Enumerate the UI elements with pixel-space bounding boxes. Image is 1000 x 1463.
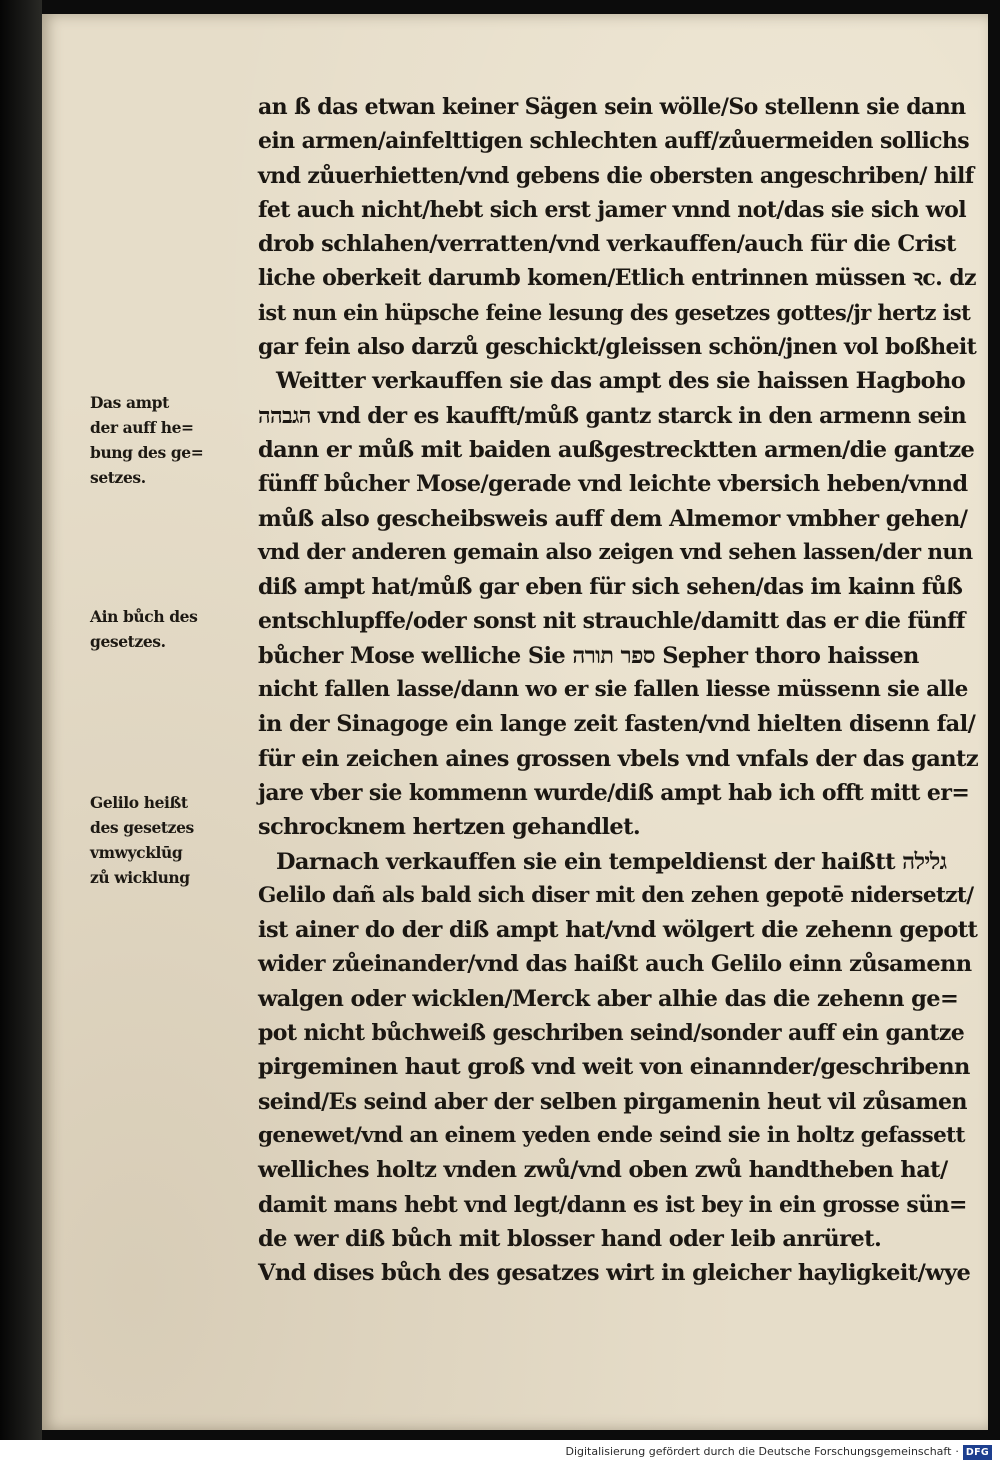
text-line: nicht fallen lasse/dann wo er sie fallen liesse müssenn sie alle [258, 677, 968, 703]
text-line: Vnd dises bůch des gesatzes wirt in gleicher hayligkeit/wye [258, 1260, 971, 1287]
text-line: drob schlahen/verratten/vnd verkauffen/auch für die Crist [258, 231, 956, 258]
margin-note-line: der auff he= [90, 418, 194, 437]
text-line: הגבהה vnd der es kaufft/můß gantz starck in den armenn sein [258, 402, 967, 429]
text-line: vnd der anderen gemain also zeigen vnd sehen lassen/der nun [258, 539, 973, 565]
text-line: fünff bůcher Mose/gerade vnd leichte vbersich heben/vnnd [258, 471, 968, 498]
margin-note-line: setzes. [90, 468, 146, 487]
margin-note-line: bung des ge= [90, 443, 204, 462]
text-line: můß also gescheibsweis auff dem Almemor vmbher gehen/ [258, 505, 968, 532]
margin-note-line: des gesetzes [90, 818, 194, 837]
text-line: jare vber sie kommenn wurde/diß ampt hab ich offt mitt er= [258, 779, 970, 806]
margin-note-line: zů wicklung [90, 868, 190, 887]
text-line: Gelilo dañ als bald sich diser mit den zehen gepotē nidersetzt/ [258, 882, 974, 908]
body-text [258, 90, 978, 1290]
text-line: pot nicht bůchweiß geschriben seind/sonder auff ein gantze [258, 1020, 965, 1047]
margin-note-line: gesetzes. [90, 632, 166, 651]
margin-note-buch [90, 604, 220, 654]
text-line: ist ainer do der diß ampt hat/vnd wölgert die zehenn gepott [258, 917, 978, 944]
text-line: liche oberkeit darumb komen/Etlich entrinnen müssen ꝛc. dz [258, 265, 976, 292]
text-line: pirgeminen haut groß vnd weit von einannder/geschribenn [258, 1054, 970, 1081]
text-line: an ß das etwan keiner Sägen sein wölle/So stellenn sie dann [258, 94, 966, 120]
margin-note-gelilo [90, 790, 220, 890]
margin-note-hebung [90, 390, 220, 490]
text-line: ist nun ein hüpsche feine lesung des gesetzes gottes/jr hertz ist [258, 299, 971, 325]
margin-note-line: Das ampt [90, 393, 169, 412]
text-line: wider zůeinander/vnd das haißt auch Gelilo einn zůsamenn [258, 951, 972, 978]
text-line: damit mans hebt vnd legt/dann es ist bey in ein grosse sün= [258, 1191, 967, 1218]
book-page [42, 14, 988, 1430]
book-spine-shadow [0, 0, 42, 1440]
footer-credit: Digitalisierung gefördert durch die Deutsche Forschungsgemeinschaft [565, 1445, 952, 1458]
text-line: entschlupffe/oder sonst nit strauchle/damitt das er die fünff [258, 608, 965, 635]
text-line: walgen oder wicklen/Merck aber alhie das die zehenn ge= [258, 985, 959, 1012]
margin-note-line: vmwycklūg [90, 843, 183, 862]
text-line: gar fein also darzů geschickt/gleissen schön/jnen vol boßheit [258, 334, 977, 361]
text-line: seind/Es seind aber der selben pirgamenin heut vil zůsamen [258, 1088, 967, 1115]
digitization-footer [565, 1441, 992, 1463]
text-line: schrocknem hertzen gehandlet. [258, 814, 641, 841]
margin-note-line: Gelilo heißt [90, 793, 188, 812]
text-line: fet auch nicht/hebt sich erst jamer vnnd not/das sie sich wol [258, 196, 966, 223]
text-line: diß ampt hat/můß gar eben für sich sehen/das im kainn fůß [258, 574, 963, 601]
text-line: ein armen/ainfelttigen schlechten auff/zůuermeiden sollichs [258, 128, 970, 155]
text-line: in der Sinagoge ein lange zeit fasten/vnd hielten disenn fal/ [258, 711, 976, 738]
dfg-logo-icon: DFG [963, 1445, 992, 1460]
text-line: für ein zeichen aines grossen vbels vnd vnfals der das gantz [258, 745, 979, 772]
text-line: de wer diß bůch mit blosser hand oder leib anrüret. [258, 1225, 882, 1252]
text-line: Weitter verkauffen sie das ampt des sie haissen Hagboho [276, 368, 966, 395]
text-line: Darnach verkauffen sie ein tempeldienst der haißtt גלילה [276, 848, 947, 875]
text-line: dann er můß mit baiden außgestrecktten armen/die gantze [258, 436, 975, 463]
footer-separator: · [955, 1445, 959, 1458]
text-line: genewet/vnd an einem yeden ende seind sie in holtz gefassett [258, 1122, 965, 1148]
text-line: welliches holtz vnden zwů/vnd oben zwů handtheben hat/ [258, 1157, 948, 1184]
margin-note-line: Ain bůch des [90, 607, 198, 626]
text-line: bůcher Mose welliche Sie ספר תורה Sepher thoro haissen [258, 642, 919, 669]
text-line: vnd zůuerhietten/vnd gebens die obersten angeschriben/ hilf [258, 162, 974, 189]
